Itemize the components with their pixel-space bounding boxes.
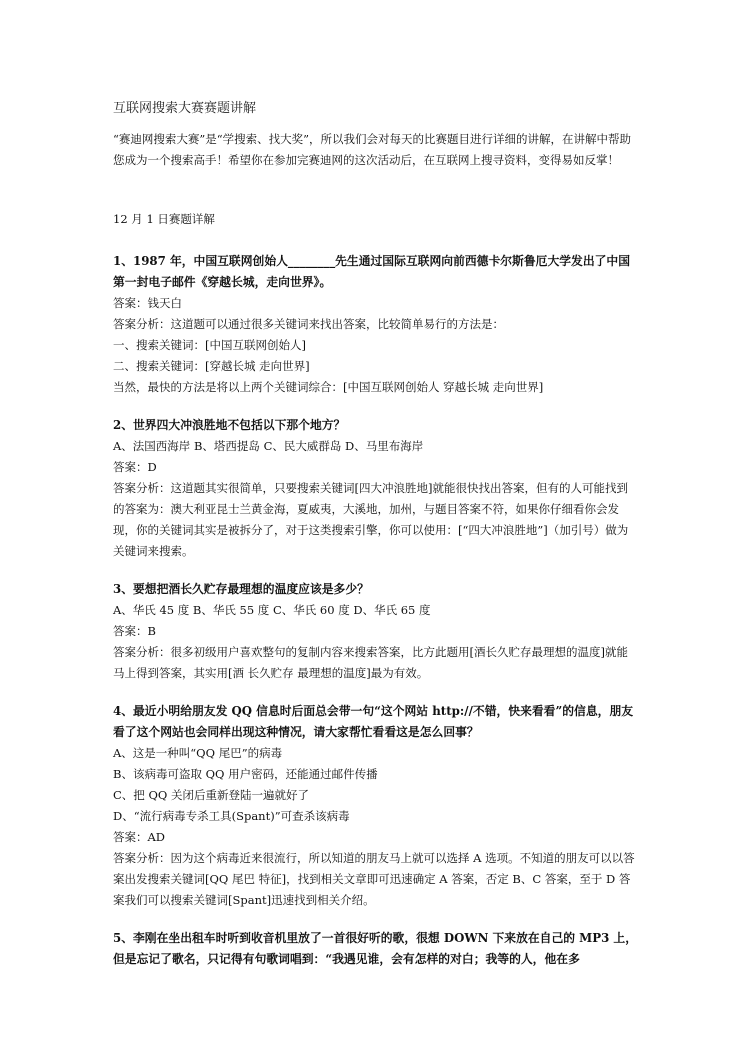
- question-4-answer: 答案：AD: [113, 830, 166, 844]
- question-4-text: 4、最近小明给朋友发 QQ 信息时后面总会带一句“这个网站 http://不错，快来看看”的信息，朋友看了这个网站也会同样出现这种情况，请大家帮忙看看这是怎么回事？: [113, 704, 634, 739]
- question-5: [113, 928, 638, 970]
- question-1-keyword-combined: 当然，最快的方法是将以上两个关键词综合：[中国互联网创始人 穿越长城 走向世界]: [113, 380, 544, 394]
- question-2: [113, 415, 638, 562]
- question-3: [113, 579, 638, 684]
- question-2-analysis: 答案分析：这道题其实很简单，只要搜索关键词[四大冲浪胜地]就能很快找出答案，但有的人可能找到的答案为：澳大利亚昆士兰黄金海，夏威夷，大溪地，加州，与题目答案不符，如果你仔细看你会发现，你的关键词其实是被拆分了，对于这类搜索引擎，你可以使用：[“四大冲浪胜地”]（加引号）做为关键词来搜索。: [113, 481, 629, 558]
- question-4-option-c: C、把 QQ 关闭后重新登陆一遍就好了: [113, 788, 309, 802]
- question-1-analysis: 答案分析：这道题可以通过很多关键词来找出答案，比较简单易行的方法是：: [113, 317, 504, 331]
- document-title: 互联网搜索大赛赛题讲解: [113, 101, 257, 116]
- question-3-analysis: 答案分析：很多初级用户喜欢整句的复制内容来搜索答案，比方此题用[酒长久贮存最理想的温度]就能马上得到答案，其实用[酒 长久贮存 最理想的温度]最为有效。: [113, 645, 628, 680]
- question-4-analysis: 答案分析：因为这个病毒近来很流行，所以知道的朋友马上就可以选择 A 选项。不知道的朋友可以以答案出发搜索关键词[QQ 尾巴 特征]，找到相关文章即可迅速确定 A 答案，否定 B、C 答案，至于 D 答案我们可以搜索关键词[Spant]迅速找到相关介绍。: [113, 851, 635, 907]
- question-2-answer: 答案：D: [113, 460, 157, 474]
- question-5-text: 5、李刚在坐出租车时听到收音机里放了一首很好听的歌，很想 DOWN 下来放在自己的 MP3 上，但是忘记了歌名，只记得有句歌词唱到：“我遇见谁，会有怎样的对白；我等的人，他在多: [113, 931, 638, 966]
- question-4-option-b: B、该病毒可盗取 QQ 用户密码，还能通过邮件传播: [113, 767, 378, 781]
- question-4-option-d: D、“流行病毒专杀工具(Spant)”可查杀该病毒: [113, 809, 350, 823]
- question-4: [113, 701, 638, 911]
- question-3-text: 3、要想把酒长久贮存最理想的温度应该是多少？: [113, 582, 369, 596]
- date-heading: 12 月 1 日赛题详解: [113, 212, 215, 226]
- question-1-keyword-2: 二、搜索关键词：[穿越长城 走向世界]: [113, 359, 310, 373]
- question-2-text: 2、世界四大冲浪胜地不包括以下那个地方？: [113, 418, 346, 432]
- intro-paragraph: “赛迪网搜索大赛”是“学搜索、找大奖”，所以我们会对每天的比赛题目进行详细的讲解，在讲解中帮助您成为一个搜索高手！希望你在参加完赛迪网的这次活动后，在互联网上搜寻资料，变得易如反掌！: [113, 132, 632, 167]
- question-2-options: A、法国西海岸 B、塔西提岛 C、民大威群岛 D、马里布海岸: [113, 439, 424, 453]
- document-body: [113, 100, 638, 987]
- question-1-text: 1、1987 年，中国互联网创始人________先生通过国际互联网向前西德卡尔斯鲁厄大学发出了中国第一封电子邮件《穿越长城，走向世界》。: [113, 254, 631, 289]
- question-1-answer: 答案：钱天白: [113, 296, 182, 310]
- question-4-option-a: A、这是一种叫“QQ 尾巴”的病毒: [113, 746, 283, 760]
- question-1-keyword-1: 一、搜索关键词：[中国互联网创始人]: [113, 338, 306, 352]
- question-3-answer: 答案：B: [113, 624, 156, 638]
- question-3-options: A、华氏 45 度 B、华氏 55 度 C、华氏 60 度 D、华氏 65 度: [113, 603, 431, 617]
- question-1: [113, 251, 638, 398]
